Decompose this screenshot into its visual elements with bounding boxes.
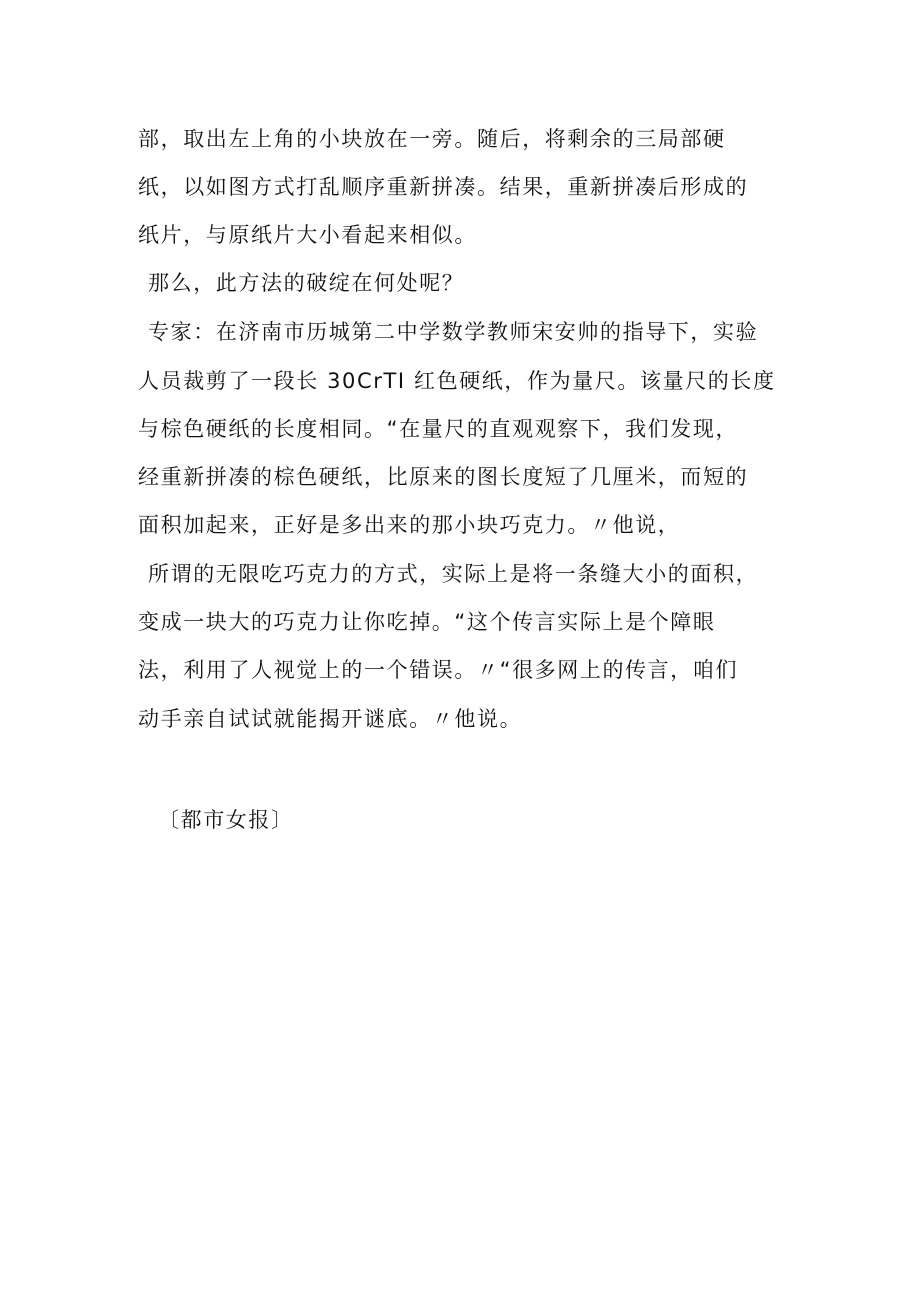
text-line-1: 部，取出左上角的小块放在一旁。随后，将剩余的三局部硬 bbox=[138, 127, 726, 151]
text-line-12: 法，利用了人视觉上的一个错误。〃“很多网上的传言，咱们 bbox=[138, 658, 739, 682]
text-line-9: 面积加起来，正好是多出来的那小块巧克力。〃他说， bbox=[138, 513, 681, 537]
text-line-7: 与棕色硬纸的长度相同。“在量尺的直观观察下，我们发现， bbox=[138, 417, 739, 441]
text-line-3: 纸片，与原纸片大小看起来相似。 bbox=[138, 223, 477, 247]
text-line-11: 变成一块大的巧克力让你吃掉。“这个传言实际上是个障眼 bbox=[138, 610, 716, 634]
text-line-2: 纸，以如图方式打乱顺序重新拼凑。结果，重新拼凑后形成的 bbox=[138, 175, 749, 199]
text-line-4: 那么，此方法的破绽在何处呢？ bbox=[148, 271, 465, 295]
text-line-6: 人员裁剪了一段长 30CrTI 红色硬纸，作为量尺。该量尺的长度 bbox=[138, 369, 776, 393]
text-line-8: 经重新拼凑的棕色硬纸，比原来的图长度短了几厘米，而短的 bbox=[138, 465, 749, 489]
text-line-13: 动手亲自试试就能揭开谜底。〃他说。 bbox=[138, 707, 523, 731]
text-line-5: 专家：在济南市历城第二中学数学教师宋安帅的指导下，实验 bbox=[148, 320, 759, 344]
source-attribution: 〔都市女报〕 bbox=[158, 808, 294, 832]
text-line-10: 所谓的无限吃巧克力的方式，实际上是将一条缝大小的面积， bbox=[148, 562, 759, 586]
